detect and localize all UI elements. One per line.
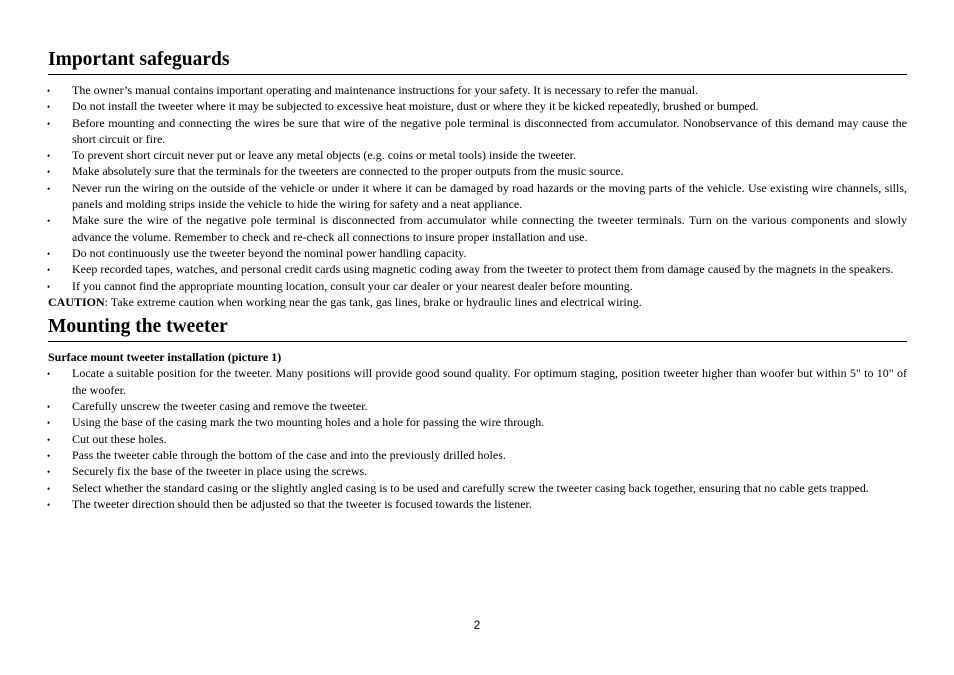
list-item-text: Keep recorded tapes, watches, and personal credit cards using magnetic coding away from the tweeter to protect them from damage caused by the magnets in the speakers.: [72, 262, 894, 277]
list-item-text: Cut out these holes.: [72, 431, 167, 446]
list-item-text: Make sure the wire of the negative pole terminal is disconnected from accumulator while connecting the tweeter terminals. Turn on the various components and slowly advance the volume. Remember to check and re-check all connections to insure proper installation and use.: [72, 213, 907, 244]
list-item-text: Securely fix the base of the tweeter in place using the screws.: [72, 464, 368, 479]
list-item-text: Make absolutely sure that the terminals for the tweeters are connected to the proper outputs from the music source.: [72, 164, 624, 179]
list-item: [48, 480, 907, 496]
bullet-icon: •: [47, 434, 51, 445]
bullet-icon: •: [47, 418, 51, 429]
list-item-text: The owner’s manual contains important operating and maintenance instructions for your safety. It is necessary to refer the manual.: [72, 83, 699, 97]
list-item: [48, 98, 907, 114]
list-item: [48, 180, 907, 213]
list-item-text: To prevent short circuit never put or leave any metal objects (e.g. coins or metal tools) inside the tweeter.: [72, 148, 576, 163]
list-item: [48, 261, 907, 277]
bullet-icon: •: [47, 183, 51, 194]
section-title-mounting: Mounting the tweeter: [48, 315, 907, 342]
bullet-icon: •: [47, 216, 51, 227]
list-item: [48, 212, 907, 245]
mounting-steps-list: [48, 365, 907, 512]
list-item-text: Before mounting and connecting the wires be sure that wire of the negative pole terminal is disconnected from accumulator. Nonobservance of this demand may cause the short circuit or fire.: [72, 115, 907, 146]
subheading-surface-mount: Surface mount tweeter installation (picture 1): [48, 350, 282, 365]
list-item-text: Carefully unscrew the tweeter casing and remove the tweeter.: [72, 399, 368, 414]
caution-note: [48, 294, 907, 310]
list-item: [48, 163, 907, 179]
list-item: [48, 365, 907, 398]
bullet-icon: •: [47, 265, 51, 276]
list-item: [48, 147, 907, 163]
bullet-icon: •: [47, 369, 51, 380]
safeguards-list: [48, 82, 907, 294]
list-item-text: Never run the wiring on the outside of the vehicle or under it where it can be damaged by road hazards or the moving parts of the vehicle. Use existing wire channels, sills, panels and molding strips inside the vehicle to hide the wiring for safety and a neat appliance.: [72, 180, 907, 212]
list-item-text: Using the base of the casing mark the two mounting holes and a hole for passing the wire through.: [72, 415, 545, 430]
list-item-text: Do not continuously use the tweeter beyond the nominal power handling capacity.: [72, 245, 467, 260]
list-item: [48, 414, 907, 430]
bullet-icon: •: [47, 402, 51, 413]
list-item-text: The tweeter direction should then be adjusted so that the tweeter is focused towards the listener.: [72, 496, 532, 511]
bullet-icon: •: [47, 467, 51, 478]
document-page: [48, 48, 907, 512]
bullet-icon: •: [47, 499, 51, 510]
caution-label: CAUTION: [48, 294, 105, 309]
bullet-icon: •: [47, 151, 51, 162]
list-item: [48, 398, 907, 414]
section-title-safeguards: Important safeguards: [48, 48, 907, 75]
list-item: [48, 278, 907, 294]
list-item: [48, 82, 907, 98]
list-item: [48, 431, 907, 447]
list-item-text: Select whether the standard casing or the slightly angled casing is to be used and carefully screw the tweeter casing back together, ensuring that no cable gets trapped.: [72, 480, 869, 495]
list-item-text: Locate a suitable position for the tweeter. Many positions will provide good sound quality. For optimum staging, position tweeter higher than woofer but within 5" to 10" of the woofer.: [72, 366, 907, 397]
list-item: [48, 115, 907, 148]
bullet-icon: •: [47, 167, 51, 178]
bullet-icon: •: [47, 86, 51, 96]
list-item: [48, 245, 907, 261]
caution-text: : Take extreme caution when working near the gas tank, gas lines, brake or hydraulic lines and electrical wiring.: [104, 294, 642, 309]
bullet-icon: •: [47, 248, 51, 259]
list-item-text: If you cannot find the appropriate mounting location, consult your car dealer or your nearest dealer before mounting.: [72, 278, 633, 293]
bullet-icon: •: [47, 281, 51, 292]
bullet-icon: •: [47, 483, 51, 494]
bullet-icon: •: [47, 118, 51, 129]
list-item: [48, 447, 907, 463]
bullet-icon: •: [47, 102, 51, 113]
bullet-icon: •: [47, 450, 51, 461]
list-item-text: Do not install the tweeter where it may be subjected to excessive heat moisture, dust or where they it be kicked repeatedly, brushed or bumped.: [72, 99, 759, 114]
list-item: [48, 463, 907, 479]
list-item: [48, 496, 907, 512]
list-item-text: Pass the tweeter cable through the bottom of the case and into the previously drilled holes.: [72, 447, 506, 462]
page-number: 2: [473, 618, 481, 632]
